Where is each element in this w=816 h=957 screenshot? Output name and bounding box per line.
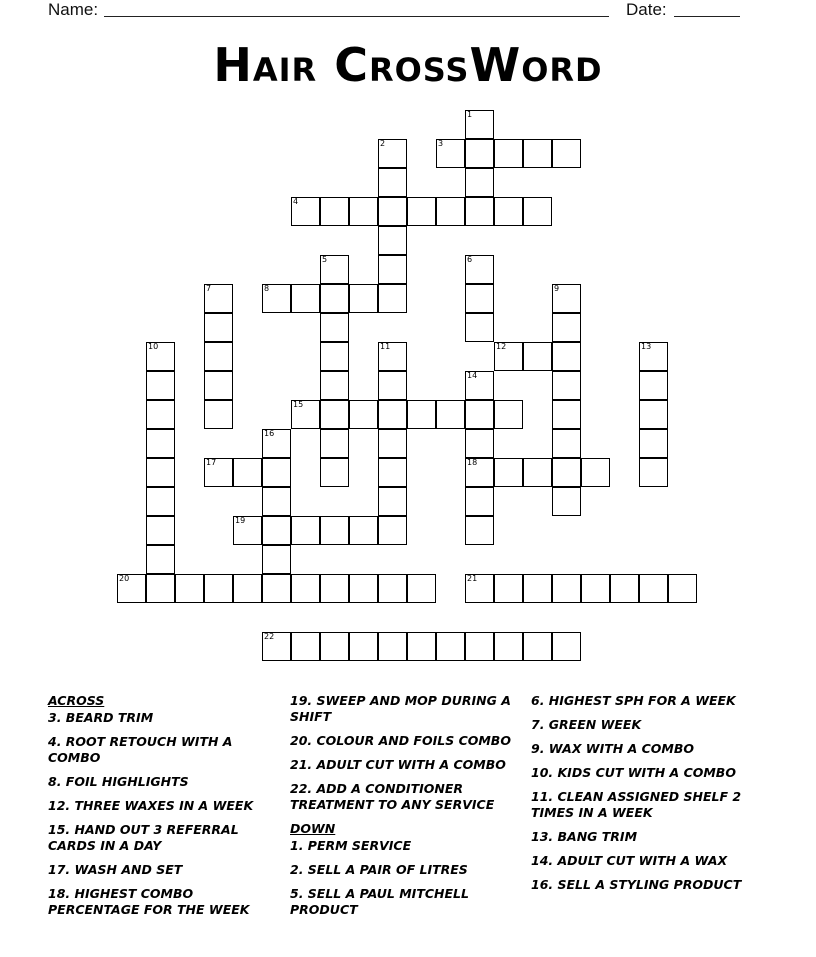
clue-number: 6 (467, 255, 473, 264)
clue-item: 1. PERM SERVICE (290, 838, 412, 853)
clue-item: 3. BEARD TRIM (48, 710, 154, 725)
clue-item: 15. HAND OUT 3 REFERRAL CARDS IN A DAY (48, 822, 239, 853)
grid-cell[interactable] (407, 574, 436, 603)
grid-cell[interactable] (262, 574, 291, 603)
date-label: Date: (626, 0, 667, 19)
grid-cell[interactable] (291, 284, 320, 313)
page-title: Hair CrossWord (213, 38, 603, 92)
grid-cell[interactable] (262, 545, 291, 574)
grid-cell[interactable] (291, 574, 320, 603)
grid-cell[interactable] (639, 574, 668, 603)
clue-number: 20 (119, 574, 130, 583)
grid-cell[interactable] (668, 574, 697, 603)
grid-cell[interactable] (639, 371, 668, 400)
grid-cell[interactable] (465, 632, 494, 661)
grid-cell[interactable] (349, 516, 378, 545)
grid-cell[interactable] (407, 632, 436, 661)
grid-cell[interactable] (552, 313, 581, 342)
grid-cell[interactable] (117, 574, 146, 603)
grid-cell[interactable] (552, 400, 581, 429)
grid-cell[interactable] (552, 139, 581, 168)
grid-cell[interactable] (291, 632, 320, 661)
grid-cell[interactable] (494, 458, 523, 487)
down-heading: DOWN (290, 821, 336, 836)
clue-number: 13 (641, 342, 652, 351)
grid-cell[interactable] (378, 516, 407, 545)
grid-cell[interactable] (523, 574, 552, 603)
grid-cell[interactable] (349, 400, 378, 429)
grid-cell[interactable] (262, 429, 291, 458)
grid-cell[interactable] (378, 255, 407, 284)
grid-cell[interactable] (320, 429, 349, 458)
clue-item: 21. ADULT CUT WITH A COMBO (290, 757, 506, 772)
grid-cell[interactable] (320, 197, 349, 226)
clue-number: 14 (467, 371, 478, 380)
clue-number: 9 (554, 284, 560, 293)
grid-cell[interactable] (552, 632, 581, 661)
grid-cell[interactable] (494, 574, 523, 603)
grid-cell[interactable] (233, 458, 262, 487)
grid-cell[interactable] (378, 632, 407, 661)
grid-cell[interactable] (262, 632, 291, 661)
clue-number: 4 (293, 197, 299, 206)
grid-cell[interactable] (378, 458, 407, 487)
grid-cell[interactable] (146, 429, 175, 458)
grid-cell[interactable] (146, 516, 175, 545)
grid-cell[interactable] (378, 371, 407, 400)
grid-cell[interactable] (494, 139, 523, 168)
clue-item: 16. SELL A STYLING PRODUCT (531, 877, 742, 892)
grid-cell[interactable] (523, 139, 552, 168)
name-label: Name: (48, 0, 99, 19)
clue-number: 5 (322, 255, 328, 264)
clue-number: 16 (264, 429, 275, 438)
clue-item: 22. ADD A CONDITIONER TREATMENT TO ANY SERVICE (290, 781, 495, 812)
grid-cell[interactable] (378, 168, 407, 197)
clue-number: 21 (467, 574, 478, 583)
grid-cell[interactable] (494, 342, 523, 371)
grid-cell[interactable] (639, 400, 668, 429)
grid-cell[interactable] (552, 487, 581, 516)
grid-cell[interactable] (523, 458, 552, 487)
grid-cell[interactable] (552, 574, 581, 603)
grid-cell[interactable] (523, 197, 552, 226)
clue-item: 8. FOIL HIGHLIGHTS (48, 774, 189, 789)
grid-cell[interactable] (320, 284, 349, 313)
grid-cell[interactable] (436, 400, 465, 429)
grid-cell[interactable] (204, 313, 233, 342)
grid-cell[interactable] (146, 574, 175, 603)
grid-cell[interactable] (465, 429, 494, 458)
grid-cell[interactable] (378, 574, 407, 603)
grid-cell[interactable] (378, 139, 407, 168)
grid-cell[interactable] (436, 139, 465, 168)
clue-item: 11. CLEAN ASSIGNED SHELF 2 TIMES IN A WEEK (531, 789, 742, 820)
grid-cell[interactable] (465, 371, 494, 400)
grid-cell[interactable] (581, 458, 610, 487)
clues-column-1 (48, 693, 276, 926)
grid-cell[interactable] (378, 487, 407, 516)
clue-number: 12 (496, 342, 507, 351)
clue-number: 2 (380, 139, 386, 148)
grid-cell[interactable] (233, 516, 262, 545)
clue-number: 22 (264, 632, 275, 641)
clue-number: 10 (148, 342, 159, 351)
grid-cell[interactable] (494, 632, 523, 661)
grid-cell[interactable] (639, 342, 668, 371)
across-heading: ACROSS (48, 693, 105, 708)
grid-cell[interactable] (320, 400, 349, 429)
grid-cell[interactable] (407, 400, 436, 429)
grid-cell[interactable] (320, 458, 349, 487)
grid-cell[interactable] (465, 284, 494, 313)
grid-cell[interactable] (465, 110, 494, 139)
grid-cell[interactable] (349, 284, 378, 313)
grid-cell[interactable] (465, 313, 494, 342)
grid-cell[interactable] (320, 371, 349, 400)
clue-number: 11 (380, 342, 391, 351)
grid-cell[interactable] (320, 516, 349, 545)
grid-cell[interactable] (465, 255, 494, 284)
grid-cell[interactable] (436, 197, 465, 226)
grid-cell[interactable] (639, 458, 668, 487)
clue-item: 10. KIDS CUT WITH A COMBO (531, 765, 736, 780)
grid-cell[interactable] (233, 574, 262, 603)
grid-cell[interactable] (465, 168, 494, 197)
clue-item: 2. SELL A PAIR OF LITRES (290, 862, 468, 877)
grid-cell[interactable] (610, 574, 639, 603)
grid-cell[interactable] (465, 574, 494, 603)
grid-cell[interactable] (204, 284, 233, 313)
clue-number: 1 (467, 110, 473, 119)
grid-cell[interactable] (465, 487, 494, 516)
grid-cell[interactable] (552, 371, 581, 400)
grid-cell[interactable] (320, 313, 349, 342)
clue-item: 14. ADULT CUT WITH A WAX (531, 853, 728, 868)
grid-cell[interactable] (494, 197, 523, 226)
grid-cell[interactable] (465, 516, 494, 545)
grid-cell[interactable] (146, 371, 175, 400)
grid-cell[interactable] (262, 284, 291, 313)
grid-cell[interactable] (204, 371, 233, 400)
clues-column-3 (531, 693, 757, 901)
clue-item: 18. HIGHEST COMBO PERCENTAGE FOR THE WEEK (48, 886, 250, 917)
grid-cell[interactable] (494, 400, 523, 429)
clue-item: 9. WAX WITH A COMBO (531, 741, 695, 756)
clue-item: 19. SWEEP AND MOP DURING A SHIFT (290, 693, 511, 724)
clue-item: 17. WASH AND SET (48, 862, 183, 877)
clue-number: 15 (293, 400, 304, 409)
grid-cell[interactable] (552, 342, 581, 371)
grid-cell[interactable] (378, 400, 407, 429)
grid-cell[interactable] (262, 487, 291, 516)
clue-item: 20. COLOUR AND FOILS COMBO (290, 733, 511, 748)
grid-cell[interactable] (146, 342, 175, 371)
clue-item: 6. HIGHEST SPH FOR A WEEK (531, 693, 736, 708)
grid-cell[interactable] (465, 400, 494, 429)
clue-number: 8 (264, 284, 270, 293)
grid-cell[interactable] (639, 429, 668, 458)
grid-cell[interactable] (204, 574, 233, 603)
grid-cell[interactable] (552, 284, 581, 313)
grid-cell[interactable] (262, 458, 291, 487)
grid-cell[interactable] (320, 632, 349, 661)
clue-number: 19 (235, 516, 246, 525)
clue-number: 17 (206, 458, 217, 467)
grid-cell[interactable] (320, 574, 349, 603)
grid-cell[interactable] (291, 197, 320, 226)
grid-cell[interactable] (552, 458, 581, 487)
grid-cell[interactable] (581, 574, 610, 603)
grid-cell[interactable] (378, 284, 407, 313)
grid-cell[interactable] (291, 400, 320, 429)
clue-item: 12. THREE WAXES IN A WEEK (48, 798, 254, 813)
grid-cell[interactable] (146, 487, 175, 516)
grid-cell[interactable] (523, 342, 552, 371)
grid-cell[interactable] (523, 632, 552, 661)
grid-cell[interactable] (436, 632, 465, 661)
clue-number: 18 (467, 458, 478, 467)
clue-item: 13. BANG TRIM (531, 829, 638, 844)
grid-cell[interactable] (349, 632, 378, 661)
clue-item: 5. SELL A PAUL MITCHELL PRODUCT (290, 886, 469, 917)
grid-cell[interactable] (349, 197, 378, 226)
clue-number: 3 (438, 139, 444, 148)
clues-column-2 (290, 693, 526, 926)
clue-item: 4. ROOT RETOUCH WITH A COMBO (48, 734, 233, 765)
grid-cell[interactable] (465, 197, 494, 226)
grid-cell[interactable] (262, 516, 291, 545)
grid-cell[interactable] (204, 342, 233, 371)
grid-cell[interactable] (552, 429, 581, 458)
grid-cell[interactable] (146, 545, 175, 574)
grid-cell[interactable] (378, 342, 407, 371)
grid-cell[interactable] (320, 342, 349, 371)
grid-cell[interactable] (175, 574, 204, 603)
grid-cell[interactable] (378, 197, 407, 226)
grid-cell[interactable] (146, 458, 175, 487)
grid-cell[interactable] (204, 458, 233, 487)
grid-cell[interactable] (291, 516, 320, 545)
grid-cell[interactable] (349, 574, 378, 603)
grid-cell[interactable] (378, 226, 407, 255)
grid-cell[interactable] (378, 429, 407, 458)
grid-cell[interactable] (204, 400, 233, 429)
grid-cell[interactable] (465, 458, 494, 487)
clue-number: 7 (206, 284, 212, 293)
grid-cell[interactable] (407, 197, 436, 226)
grid-cell[interactable] (320, 255, 349, 284)
grid-cell[interactable] (146, 400, 175, 429)
clue-item: 7. GREEN WEEK (531, 717, 642, 732)
grid-cell[interactable] (465, 139, 494, 168)
